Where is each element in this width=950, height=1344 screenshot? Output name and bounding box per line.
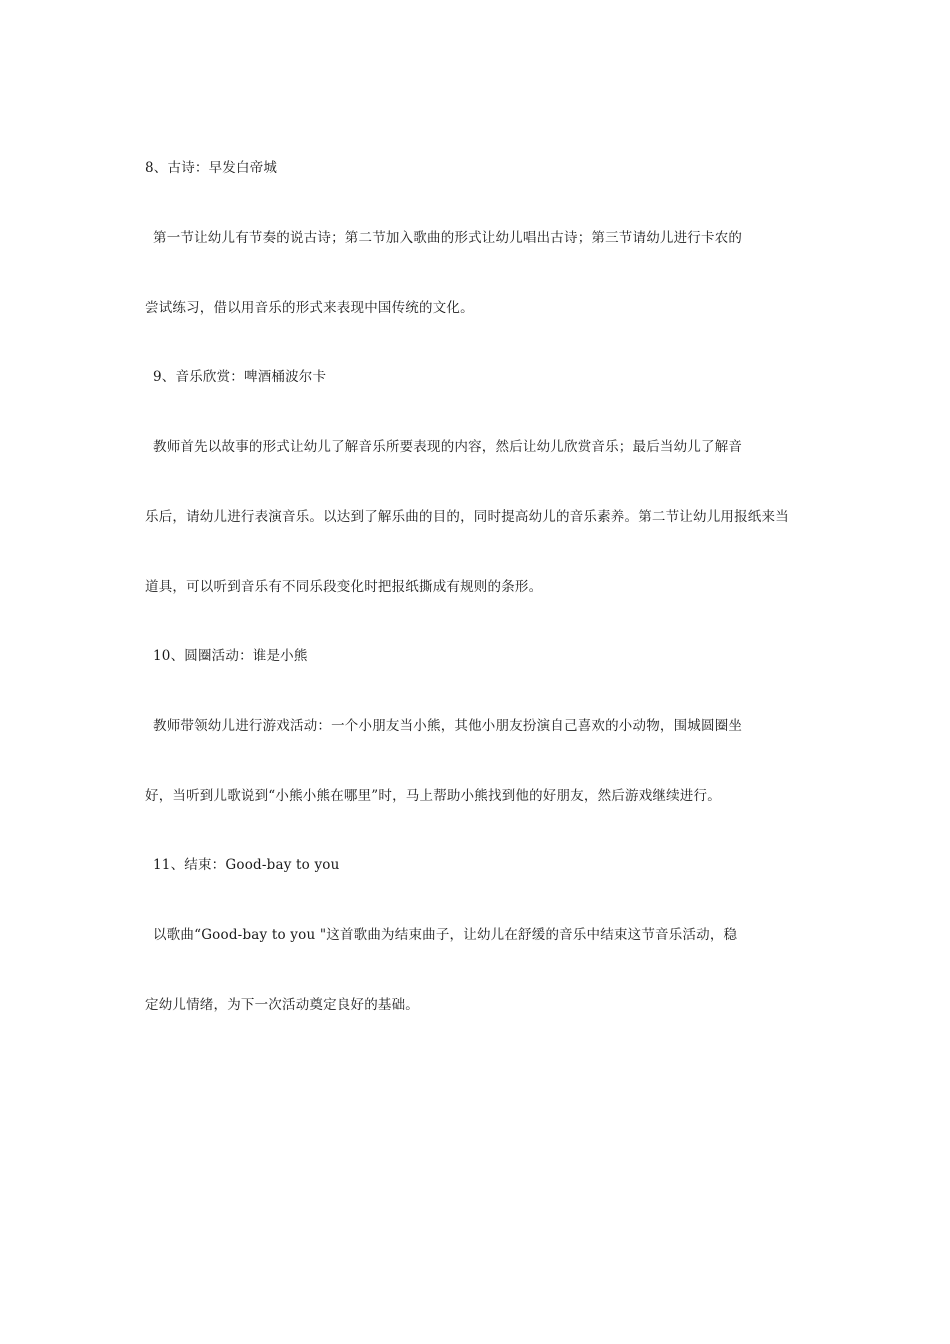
paragraph-line: 第一节让幼儿有节奏的说古诗；第二节加入歌曲的形式让幼儿唱出古诗；第三节请幼儿进行卡农的 [153, 230, 743, 246]
paragraph-line: 道具，可以听到音乐有不同乐段变化时把报纸撕成有规则的条形。 [145, 579, 543, 595]
heading-music-appreciation: 9、音乐欣赏：啤酒桶波尔卡 [153, 369, 327, 385]
heading-ancient-poem: 8、古诗：早发白帝城 [145, 160, 278, 176]
paragraph-line: 教师首先以故事的形式让幼儿了解音乐所要表现的内容，然后让幼儿欣赏音乐；最后当幼儿了解音 [153, 439, 743, 455]
paragraph-line: 以歌曲“Good-bay to you "这首歌曲为结束曲子，让幼儿在舒缓的音乐中结束这节音乐活动，稳 [153, 927, 738, 943]
heading-ending: 11、结束：Good-bay to you [153, 857, 340, 873]
paragraph-line: 尝试练习，借以用音乐的形式来表现中国传统的文化。 [145, 300, 474, 316]
paragraph-line: 教师带领幼儿进行游戏活动：一个小朋友当小熊，其他小朋友扮演自己喜欢的小动物，围城圆圈坐 [153, 718, 743, 734]
paragraph-line: 定幼儿情绪，为下一次活动奠定良好的基础。 [145, 997, 419, 1013]
paragraph-line: 乐后，请幼儿进行表演音乐。以达到了解乐曲的目的，同时提高幼儿的音乐素养。第二节让幼儿用报纸来当 [145, 509, 789, 525]
paragraph-line: 好，当听到儿歌说到“小熊小熊在哪里”时，马上帮助小熊找到他的好朋友，然后游戏继续进行。 [145, 788, 721, 804]
heading-circle-activity: 10、圆圈活动：谁是小熊 [153, 648, 308, 664]
